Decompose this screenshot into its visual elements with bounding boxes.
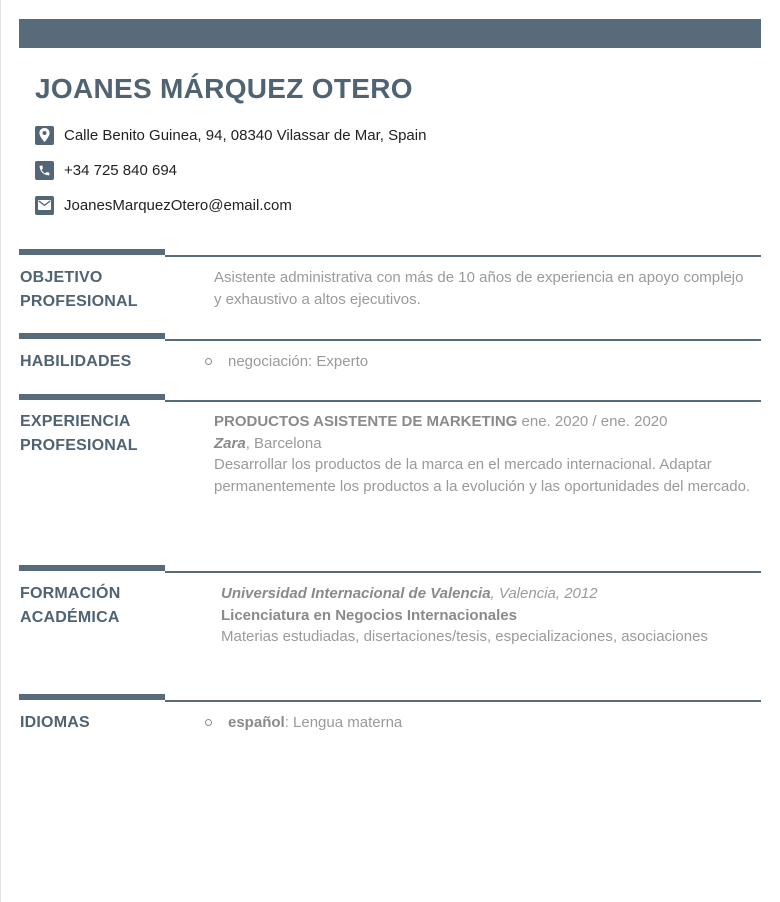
address-text: Calle Benito Guinea, 94, 08340 Vilassar de Mar, Spain: [64, 126, 427, 144]
section-title-education: FORMACIÓN ACADÉMICA: [20, 585, 121, 626]
contact-phone: [35, 160, 177, 180]
section-divider-thick: [19, 394, 165, 400]
candidate-name: JOANES MÁRQUEZ OTERO: [35, 73, 413, 104]
section-divider-thick: [19, 249, 165, 255]
section-divider-thin: [165, 339, 761, 341]
page-border: [0, 0, 1, 902]
job-dates: ene. 2020 / ene. 2020: [517, 413, 668, 430]
skill-list-item: negociación: Experto: [205, 351, 745, 373]
contact-address: [35, 125, 426, 145]
language-name: español: [228, 714, 285, 731]
contact-email: [35, 195, 292, 215]
section-divider-thick: [19, 333, 165, 339]
section-divider-thin: [165, 571, 761, 573]
job-description: Desarrollar los productos de la marca en el mercado internacional. Adaptar permanentemente los productos a la evolución y las oportunidades del mercado.: [214, 456, 751, 495]
bullet-icon: [205, 358, 212, 365]
section-divider-thick: [19, 565, 165, 571]
objective-text: Asistente administrativa con más de 10 años de experiencia en apoyo complejo y exhaustivo a altos ejecutivos.: [214, 269, 744, 308]
job-title: PRODUCTOS ASISTENTE DE MARKETING: [214, 413, 518, 430]
section-title-objective: OBJETIVO PROFESIONAL: [20, 269, 138, 310]
section-title-languages: IDIOMAS: [20, 714, 90, 731]
section-divider-thin: [165, 700, 761, 702]
phone-icon: [35, 161, 54, 180]
language-list-item: [205, 712, 745, 734]
company-name: Zara: [214, 434, 246, 452]
email-text: JoanesMarquezOtero@email.com: [64, 196, 292, 214]
institution-name: Universidad Internacional de Valencia: [221, 585, 491, 602]
location-icon: [35, 126, 54, 145]
bullet-icon: [205, 719, 212, 726]
experience-entry: [214, 411, 759, 497]
language-level: : Lengua materna: [284, 714, 403, 731]
phone-text: +34 725 840 694: [64, 161, 178, 179]
institution-place-year: , Valencia, 2012: [490, 585, 598, 602]
header-bar: [19, 19, 761, 48]
degree-name: Licenciatura en Negocios Internacionales: [221, 606, 517, 624]
section-divider-thin: [165, 400, 761, 402]
email-icon: [35, 196, 54, 215]
education-entry: [221, 583, 761, 648]
education-details: Materias estudiadas, disertaciones/tesis, especializaciones, asociaciones: [221, 628, 708, 645]
section-divider-thick: [19, 694, 165, 700]
section-title-skills: HABILIDADES: [20, 353, 132, 370]
company-location: , Barcelona: [245, 434, 322, 452]
section-title-experience: EXPERIENCIA PROFESIONAL: [20, 413, 138, 454]
section-divider-thin: [165, 255, 761, 257]
